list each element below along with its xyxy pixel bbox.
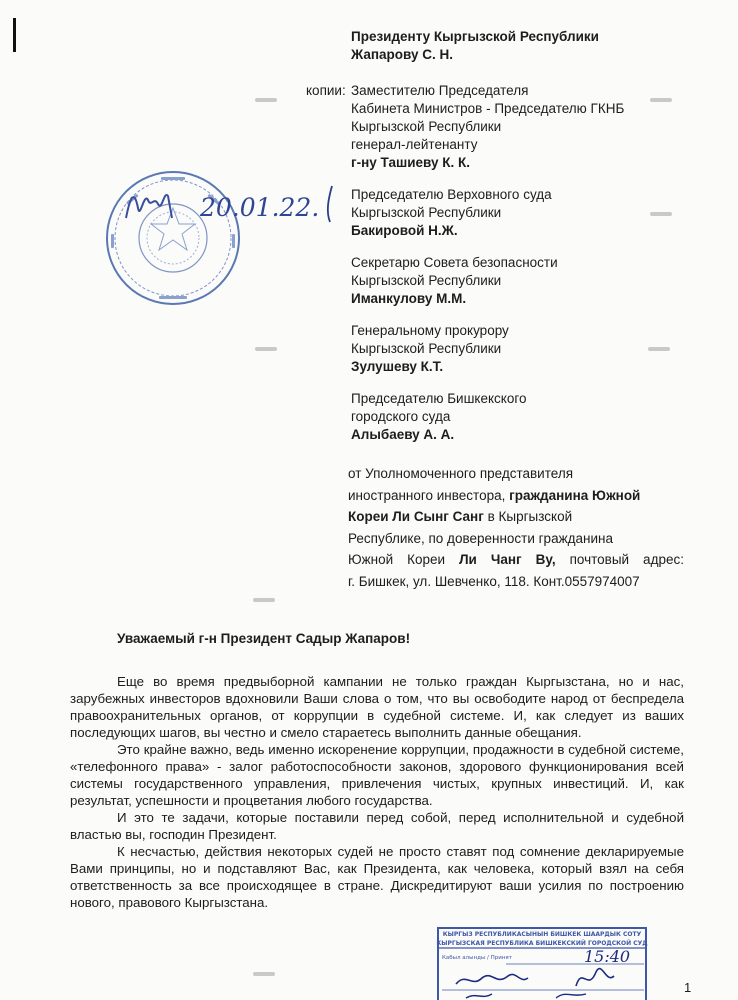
copy-recipient-2 [351, 186, 552, 240]
sender-text-bold: Кореи Ли Сынг Санг [348, 509, 484, 524]
body-paragraph: И это те задачи, которые поставили перед собой, перед исполнительной и судебной властью вы, господин Президент. [70, 810, 684, 842]
recipient-line: Генеральному прокурору [351, 323, 509, 338]
recipient-line: Кыргызской Республики [351, 205, 502, 220]
recipient-line: Председателю Верховного суда [351, 187, 552, 202]
body-paragraph: К несчастью, действия некоторых судей не просто ставят под сомнение декларируемые Вами принципы, но и подставляют Вас, как Президента, как человека, который взял на себя ответственность за все происходящее в стране. Дискредитируют ваши усилия по построению нового, правового Кыргызстана. [70, 844, 684, 910]
scan-smudge [648, 347, 670, 351]
recipient-line: Кыргызской Республики [351, 119, 502, 134]
sender-text-bold: Ли Чанг Ву, [459, 552, 556, 567]
handwritten-date: 20.01.22. [200, 193, 320, 222]
recipient-line: Заместителю Председателя [351, 83, 529, 98]
sender-text: Южной Кореи [348, 552, 446, 567]
recipient-line: генерал-лейтенанту [351, 137, 478, 152]
recipient-line: городского суда [351, 409, 451, 424]
sender-line [348, 506, 684, 528]
page-number: 1 [684, 980, 692, 995]
scan-smudge [650, 212, 672, 216]
stamp-line: Кабыл алынды / Принят [442, 955, 512, 961]
copy-recipient-1 [351, 82, 624, 172]
copy-recipient-5 [351, 390, 527, 444]
letter-greeting: Уважаемый г-н Президент Садыр Жапаров! [117, 631, 411, 646]
sender-address: г. Бишкек, ул. Шевченко, 118. Конт.0557974007 [348, 573, 640, 589]
recipient-line: Секретарю Совета безопасности [351, 255, 558, 270]
scan-smudge [253, 598, 275, 602]
sender-line: Республике, по доверенности гражданина [348, 530, 613, 546]
recipient-name: Бакировой Н.Ж. [351, 223, 458, 238]
recipient-name: Иманкулову М.М. [351, 291, 467, 306]
scan-smudge [255, 347, 277, 351]
recipient-name: г-ну Ташиеву К. К. [351, 155, 470, 170]
recipient-line: Кыргызской Республики [351, 273, 502, 288]
stamp-line: КЫРГЫЗ РЕСПУБЛИКАСЫНЫН БИШКЕК ШААРДЫК СОТУ [442, 931, 642, 938]
copy-recipient-4 [351, 322, 509, 376]
body-paragraph: Еще во время предвыборной кампании не только граждан Кыргызстана, но и нас, зарубежных инвесторов вдохновили Ваши слова о том, что вы освободите народ от беспредела правоохранительных органов, от коррупции в судебной системе. И, как следует из ваших последующих шагов, вы честно и смело стараетесь выполнить данные обещания. [70, 674, 684, 740]
addressee-block [351, 28, 599, 64]
recipient-name: Алыбаеву А. А. [351, 427, 455, 442]
addressee-line: Президенту Кыргызской Республики [351, 29, 599, 44]
sender-line [348, 485, 684, 507]
sender-block [348, 463, 684, 592]
stamp-line: КЫРГЫЗСКАЯ РЕСПУБЛИКА БИШКЕКСКИЙ ГОРОДСКОЙ СУД [436, 940, 648, 947]
sender-line [348, 549, 684, 571]
sender-text: иностранного инвестора, [348, 487, 506, 503]
recipient-line: Председателю Бишкекского [351, 391, 527, 406]
recipient-line: Кабинета Министров - Председателю ГКНБ [351, 101, 625, 116]
scan-smudge [253, 972, 275, 976]
body-paragraph: Это крайне важно, ведь именно искоренение коррупции, продажности в судебной системе, «телефонного права» - залог работоспособности законов, здорового функционирования всей системы государственного управления, привлечения чистых, крупных инвестиций. И, как результат, успешности и процветания любого государства. [70, 742, 684, 808]
margin-mark [13, 18, 16, 52]
scan-smudge [255, 98, 277, 102]
scan-smudge [650, 98, 672, 102]
sender-text: почтовый адрес: [569, 552, 684, 567]
sender-text: в Кыргызской [487, 509, 573, 524]
copy-recipient-3 [351, 254, 558, 308]
handwritten-signature-date [118, 178, 358, 228]
court-receipt-stamp [436, 926, 648, 1000]
stamp-handwriting: 15:40 [584, 947, 631, 966]
recipient-line: Кыргызской Республики [351, 341, 502, 356]
sender-text-bold: гражданина Южной [509, 487, 641, 503]
letter-body [70, 673, 684, 911]
sender-line: от Уполномоченного представителя [348, 466, 574, 481]
addressee-name: Жапарову С. Н. [351, 47, 454, 62]
copies-label: копии: [306, 83, 346, 98]
recipient-name: Зулушеву К.Т. [351, 359, 444, 374]
